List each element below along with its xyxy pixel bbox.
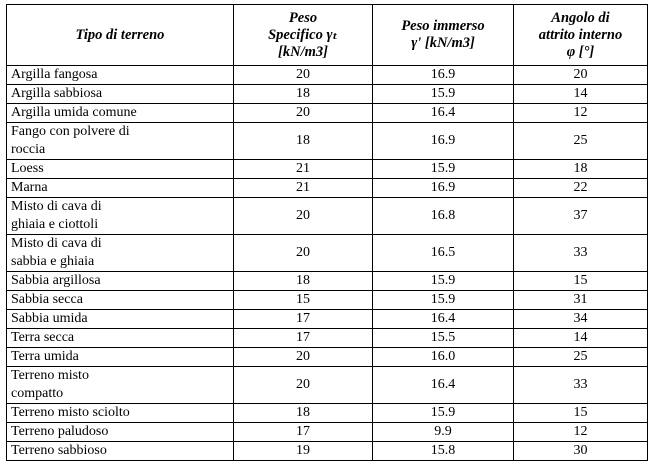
terrain-name-line: Fango con polvere di [11,124,130,139]
cell-peso-specifico: 17 [234,423,373,442]
header-line: [kN/m3] [278,43,328,60]
header-tipo-di-terreno [7,5,234,66]
terrain-name-line: compatto [11,386,64,401]
terrain-name-line: Terreno misto [11,368,89,383]
cell-angolo-attrito: 12 [514,104,648,123]
cell-peso-specifico: 17 [234,329,373,348]
table-row [7,160,648,179]
table-row [7,329,648,348]
header-line: attrito interno [538,26,623,43]
cell-peso-immerso: 15.9 [373,404,514,423]
table-row [7,310,648,329]
table-row [7,66,648,85]
table-row [7,179,648,198]
terrain-name-line: Argilla sabbiosa [11,86,103,101]
header-row [7,5,648,66]
terrain-name-line: Argilla fangosa [11,67,98,82]
cell-tipo-di-terreno [7,85,234,104]
terrain-name-line: roccia [11,142,46,157]
cell-tipo-di-terreno [7,423,234,442]
table-row [7,235,648,272]
cell-peso-specifico: 18 [234,272,373,291]
cell-peso-immerso: 15.8 [373,442,514,461]
terrain-name-line: sabbia e ghiaia [11,254,95,269]
cell-angolo-attrito: 22 [514,179,648,198]
cell-angolo-attrito: 31 [514,291,648,310]
terrain-name-line: ghiaia e ciottoli [11,217,99,232]
cell-angolo-attrito: 18 [514,160,648,179]
table-row [7,104,648,123]
table-row [7,348,648,367]
cell-peso-immerso: 15.5 [373,329,514,348]
terrain-name-line: Terreno misto sciolto [11,405,130,420]
header-line: Peso immerso [401,18,485,34]
cell-peso-specifico: 18 [234,404,373,423]
cell-tipo-di-terreno [7,367,234,404]
cell-tipo-di-terreno [7,104,234,123]
table-row [7,442,648,461]
terrain-name-line: Misto di cava di [11,236,102,251]
cell-angolo-attrito: 37 [514,198,648,235]
terrain-name-line: Sabbia umida [11,311,88,326]
cell-tipo-di-terreno [7,198,234,235]
cell-peso-specifico: 18 [234,123,373,160]
cell-peso-immerso: 9.9 [373,423,514,442]
cell-angolo-attrito: 14 [514,329,648,348]
cell-peso-immerso: 16.5 [373,235,514,272]
cell-angolo-attrito: 15 [514,272,648,291]
terrain-name-line: Terra secca [11,330,75,345]
cell-tipo-di-terreno [7,329,234,348]
cell-peso-specifico: 15 [234,291,373,310]
header-peso-immerso [373,5,514,66]
terrain-name-line: Argilla umida comune [11,105,137,120]
cell-tipo-di-terreno [7,123,234,160]
cell-angolo-attrito: 25 [514,123,648,160]
cell-tipo-di-terreno [7,235,234,272]
cell-peso-immerso: 16.9 [373,123,514,160]
header-angolo-attrito [514,5,648,66]
cell-peso-specifico: 20 [234,66,373,85]
cell-peso-specifico: 20 [234,235,373,272]
cell-tipo-di-terreno [7,310,234,329]
header-line: Angolo di [551,9,610,26]
cell-tipo-di-terreno [7,442,234,461]
cell-tipo-di-terreno [7,291,234,310]
terrain-name-line: Misto di cava di [11,199,102,214]
cell-angolo-attrito: 14 [514,85,648,104]
terrain-name-line: Terreno paludoso [11,424,109,439]
cell-angolo-attrito: 33 [514,235,648,272]
cell-peso-immerso: 16.4 [373,310,514,329]
table-header [7,5,648,66]
cell-peso-immerso: 15.9 [373,272,514,291]
cell-tipo-di-terreno [7,160,234,179]
cell-tipo-di-terreno [7,404,234,423]
cell-tipo-di-terreno [7,179,234,198]
header-line: φ [°] [566,43,595,60]
soil-properties-table [6,4,648,461]
cell-peso-immerso: 16.4 [373,104,514,123]
cell-peso-immerso: 16.4 [373,367,514,404]
header-line: γ' [kN/m3] [411,35,475,51]
cell-peso-immerso: 16.0 [373,348,514,367]
table-row [7,198,648,235]
cell-tipo-di-terreno [7,348,234,367]
cell-peso-specifico: 20 [234,367,373,404]
header-line: Specifico γₜ [268,26,338,43]
terrain-name-line: Loess [11,161,44,176]
terrain-name-line: Sabbia argillosa [11,273,101,288]
cell-peso-immerso: 16.9 [373,66,514,85]
cell-angolo-attrito: 33 [514,367,648,404]
cell-angolo-attrito: 30 [514,442,648,461]
cell-peso-specifico: 18 [234,85,373,104]
cell-angolo-attrito: 25 [514,348,648,367]
cell-peso-specifico: 21 [234,179,373,198]
cell-peso-specifico: 21 [234,160,373,179]
cell-tipo-di-terreno [7,272,234,291]
cell-angolo-attrito: 15 [514,404,648,423]
terrain-name-line: Terra umida [11,349,79,364]
cell-peso-specifico: 19 [234,442,373,461]
table-row [7,367,648,404]
cell-peso-specifico: 17 [234,310,373,329]
cell-peso-specifico: 20 [234,348,373,367]
header-peso-specifico [234,5,373,66]
table-row [7,423,648,442]
table-body [7,66,648,461]
cell-peso-specifico: 20 [234,104,373,123]
terrain-name-line: Terreno sabbioso [11,443,107,458]
cell-tipo-di-terreno [7,66,234,85]
terrain-name-line: Marna [11,180,48,195]
cell-peso-immerso: 15.9 [373,291,514,310]
table-row [7,272,648,291]
cell-angolo-attrito: 20 [514,66,648,85]
cell-peso-immerso: 16.9 [373,179,514,198]
cell-angolo-attrito: 12 [514,423,648,442]
table-row [7,85,648,104]
table-row [7,123,648,160]
header-line: Tipo di terreno [75,26,165,43]
cell-angolo-attrito: 34 [514,310,648,329]
cell-peso-specifico: 20 [234,198,373,235]
cell-peso-immerso: 15.9 [373,160,514,179]
header-line: Peso [288,9,318,26]
cell-peso-immerso: 16.8 [373,198,514,235]
table-row [7,404,648,423]
table-row [7,291,648,310]
terrain-name-line: Sabbia secca [11,292,83,307]
cell-peso-immerso: 15.9 [373,85,514,104]
